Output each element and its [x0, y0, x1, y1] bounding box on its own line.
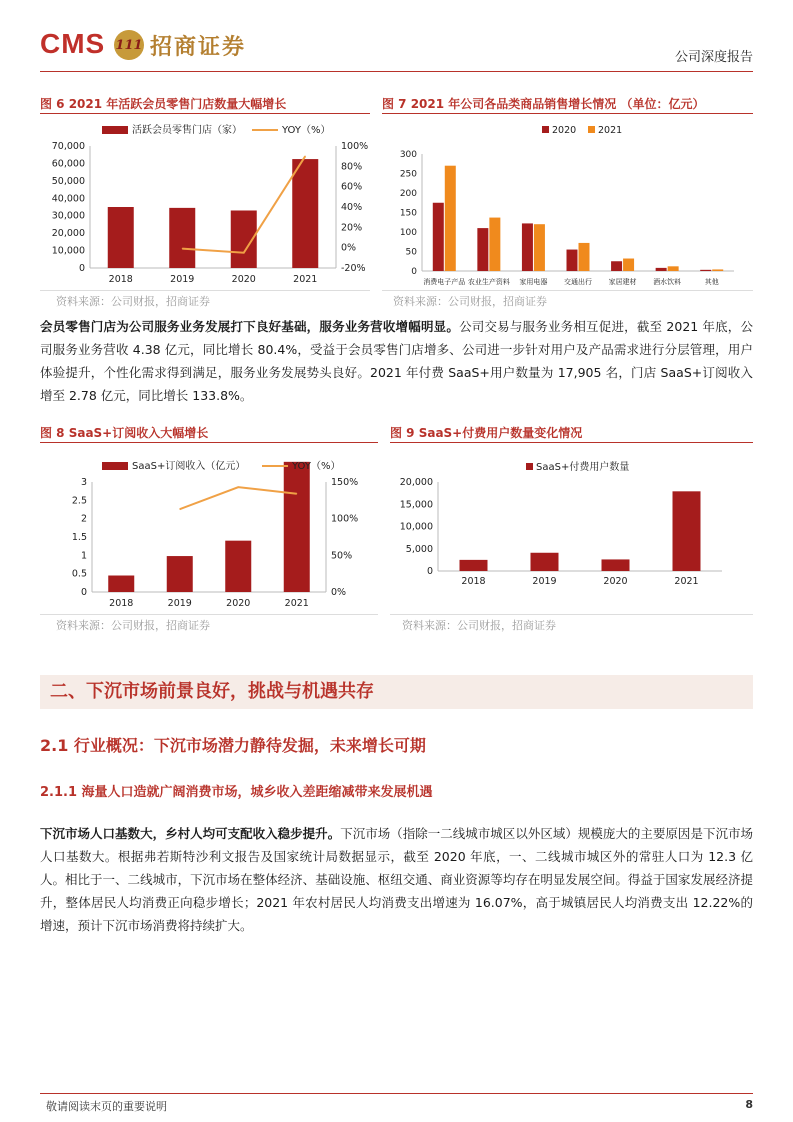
footer-note: 敬请阅读末页的重要说明 — [46, 1100, 167, 1113]
fig6-ytick-left: 40,000 — [51, 193, 85, 205]
fig9-ytick-left: 15,000 — [399, 499, 433, 511]
fig7-ytick-left: 200 — [399, 189, 417, 199]
fig8-xtick: 2021 — [284, 598, 309, 609]
fig7-xtick: 消费电子产品 — [423, 278, 466, 286]
fig6-ytick-right: -20% — [341, 263, 366, 274]
footer-rule — [40, 1093, 753, 1094]
fig8-ytick-left: 1 — [80, 550, 87, 562]
fig8-bar — [108, 576, 134, 593]
fig6-source: 资料来源：公司财报，招商证券 — [56, 295, 210, 308]
fig9-xtick: 2021 — [674, 576, 699, 587]
fig8-chart — [40, 448, 378, 614]
fig8-yoy-point — [238, 487, 239, 488]
paragraph-1 — [40, 315, 753, 407]
fig7-bar — [433, 203, 444, 271]
logo-cn: 招商证券 — [150, 34, 247, 60]
fig6-ytick-right: 80% — [341, 161, 363, 173]
fig8-bar — [284, 462, 310, 592]
paragraph-1-lead: 会员零售门店为公司服务业务发展打下良好基础，服务业务营收增幅明显。 — [40, 319, 460, 334]
fig7-legend-swatch — [542, 126, 549, 133]
paragraph-2 — [40, 822, 753, 937]
fig7-bar — [522, 223, 533, 271]
fig9-bottom-rule — [390, 614, 753, 615]
fig6-ytick-left: 0 — [78, 263, 85, 274]
fig9-title-rule — [390, 442, 753, 443]
fig6-yoy-point — [243, 252, 244, 253]
fig6-ytick-right: 40% — [341, 202, 363, 213]
fig7-ytick-left: 50 — [405, 247, 417, 258]
fig9-ytick-left: 20,000 — [399, 477, 433, 488]
fig7-ytick-left: 250 — [399, 169, 417, 180]
fig7-ytick-left: 0 — [411, 267, 417, 277]
fig6-yoy-point — [305, 156, 306, 157]
fig7-bar — [700, 270, 711, 271]
fig9-ytick-left: 5,000 — [405, 543, 433, 555]
fig9-legend-swatch — [526, 463, 533, 470]
fig8-legend-label-bar: SaaS+订阅收入（亿元） — [132, 461, 246, 472]
fig7-bar — [579, 243, 590, 271]
fig6-bar — [169, 208, 195, 268]
fig9-xtick: 2018 — [461, 576, 486, 587]
fig7-xtick: 酒水饮料 — [653, 278, 682, 286]
fig7-title-rule — [382, 113, 753, 114]
fig7-ytick-left: 150 — [399, 208, 417, 219]
fig7-xtick: 家居建材 — [608, 278, 637, 286]
fig7-bar — [712, 269, 723, 271]
fig8-source: 资料来源：公司财报，招商证券 — [56, 619, 210, 632]
section-heading-3: 2.1.1 海量人口造就广阔消费市场，城乡收入差距缩减带来发展机遇 — [40, 785, 433, 800]
fig6-ytick-right: 60% — [341, 181, 363, 193]
fig8-ytick-right: 0% — [331, 587, 347, 598]
paragraph-2-lead: 下沉市场人口基数大，乡村人均可支配收入稳步提升。 — [40, 826, 341, 841]
fig7-chart — [382, 118, 753, 290]
fig6-bar — [108, 207, 134, 268]
fig7-legend-label: 2021 — [598, 125, 623, 136]
logo-cms: CMS — [40, 28, 106, 59]
fig8-ytick-right: 50% — [331, 550, 353, 562]
fig6-ytick-left: 10,000 — [51, 245, 85, 257]
fig7-bar — [668, 266, 679, 271]
fig9-xtick: 2019 — [532, 576, 557, 587]
fig8-ytick-left: 0 — [80, 587, 87, 598]
section-heading-2: 2.1 行业概况：下沉市场潜力静待发掘，未来增长可期 — [40, 736, 426, 755]
fig8-bar — [167, 556, 193, 592]
fig8-yoy-line — [180, 487, 297, 509]
fig6-ytick-left: 20,000 — [51, 228, 85, 240]
fig8-ytick-left: 0.5 — [71, 568, 87, 580]
fig8-bottom-rule — [40, 614, 378, 615]
fig7-bar — [477, 228, 488, 271]
fig9-chart — [390, 448, 753, 614]
fig8-yoy-point — [296, 493, 297, 494]
fig8-legend-label-line: YOY（%） — [292, 461, 341, 472]
fig9-xtick: 2020 — [603, 576, 628, 587]
fig7-xtick: 农业生产资料 — [467, 278, 510, 286]
fig8-yoy-point — [179, 509, 180, 510]
header-rule — [40, 71, 753, 72]
fig6-xtick: 2018 — [108, 274, 133, 285]
fig6-xtick: 2021 — [293, 274, 318, 285]
paragraph-2-body: 下沉市场（指除一二线城市城区以外区域）规模庞大的主要原因是下沉市场人口基数大。根据弗若斯特沙利文报告及国家统计局数据显示，截至 2020 年底，一、二线城市城区外的常驻人口为 12.3 亿人。相比于一、二线城市，下沉市场在整体经济、基础设施、枢纽交通、商业资源等均存在明显发展空间。得益于国家发展经济提升，整体居民人均消费正向稳步增长；2021 年农村居民人均消费支出增速为 16.07%，高于城镇居民人均消费支出 12.22%的增速，预计下沉市场消费将持续扩大。 — [40, 826, 753, 933]
fig6-legend-label-line: YOY（%） — [282, 125, 331, 136]
page-number: 8 — [745, 1098, 753, 1111]
fig8-ytick-right: 100% — [331, 513, 359, 525]
section-heading-1: 二、下沉市场前景良好，挑战与机遇共存 — [40, 675, 753, 709]
fig7-bar — [623, 259, 634, 271]
fig6-xtick: 2020 — [231, 274, 256, 285]
fig7-bar — [445, 166, 456, 271]
fig6-legend-label-bar: 活跃会员零售门店（家） — [132, 125, 242, 136]
header — [40, 22, 753, 72]
fig6-legend-swatch-bar — [102, 126, 128, 134]
fig8-ytick-right: 150% — [331, 477, 359, 488]
fig9-title: 图 9 SaaS+付费用户数量变化情况 — [390, 426, 583, 440]
paragraph-1-body: 公司交易与服务业务相互促进，截至 2021 年底，公司服务业务营收 4.38 亿元，同比增长 80.4%，受益于会员零售门店增多、公司进一步针对用户及产品需求进行分层管理，用户体验提升，个性化需求得到满足，服务业务发展势头良好。2021 年付费 SaaS+用户数量为 17,905 名，门店 SaaS+订阅收入增至 2.78 亿元，同比增长 133.8%。 — [40, 319, 753, 403]
fig6-yoy-point — [182, 248, 183, 249]
fig7-source: 资料来源：公司财报，招商证券 — [393, 295, 547, 308]
fig8-ytick-left: 3 — [80, 477, 87, 488]
fig6-title: 图 6 2021 年活跃会员零售门店数量大幅增长 — [40, 97, 287, 111]
fig9-bar — [460, 560, 488, 571]
fig7-bottom-rule — [382, 290, 753, 291]
fig7-title: 图 7 2021 年公司各品类商品销售增长情况 （单位：亿元） — [382, 97, 705, 111]
fig8-xtick: 2020 — [226, 598, 251, 609]
fig6-xtick: 2019 — [170, 274, 195, 285]
fig9-ytick-left: 10,000 — [399, 521, 433, 533]
fig8-ytick-left: 2.5 — [71, 495, 87, 507]
fig7-xtick: 交通出行 — [564, 278, 592, 286]
fig6-ytick-left: 60,000 — [51, 158, 85, 170]
fig7-legend-swatch — [588, 126, 595, 133]
fig6-ytick-right: 100% — [341, 141, 369, 152]
fig8-xtick: 2019 — [167, 598, 192, 609]
fig7-legend-label: 2020 — [552, 125, 577, 136]
fig6-ytick-left: 50,000 — [51, 175, 85, 187]
fig7-bar — [567, 250, 578, 271]
fig9-bar — [673, 491, 701, 571]
fig9-source: 资料来源：公司财报，招商证券 — [402, 619, 556, 632]
fig7-bar — [534, 224, 545, 271]
fig9-bar — [602, 559, 630, 571]
fig6-ytick-right: 20% — [341, 222, 363, 234]
fig6-ytick-left: 30,000 — [51, 210, 85, 222]
fig9-bar — [531, 553, 559, 571]
fig9-legend-label: SaaS+付费用户数量 — [536, 462, 630, 473]
fig6-bar — [292, 159, 318, 268]
fig7-bar — [656, 268, 667, 271]
fig7-xtick: 其他 — [704, 278, 719, 286]
fig7-bar — [489, 218, 500, 271]
fig6-chart — [40, 118, 370, 290]
fig7-ytick-left: 300 — [399, 150, 417, 160]
fig6-ytick-right: 0% — [341, 242, 357, 254]
fig8-legend-swatch-bar — [102, 462, 128, 470]
fig6-ytick-left: 70,000 — [51, 141, 85, 152]
fig7-ytick-left: 100 — [399, 228, 417, 238]
fig7-bar — [611, 261, 622, 271]
logo-badge-icon: 111 — [114, 30, 144, 60]
fig8-title-rule — [40, 442, 378, 443]
fig7-xtick: 家用电器 — [519, 278, 548, 286]
fig8-xtick: 2018 — [109, 598, 134, 609]
fig8-ytick-left: 2 — [80, 513, 87, 525]
fig8-ytick-left: 1.5 — [71, 532, 87, 543]
fig6-title-rule — [40, 113, 370, 114]
fig8-bar — [225, 541, 251, 592]
fig6-bottom-rule — [40, 290, 370, 291]
fig8-title: 图 8 SaaS+订阅收入大幅增长 — [40, 426, 209, 440]
report-type: 公司深度报告 — [674, 50, 753, 65]
fig9-ytick-left: 0 — [426, 566, 433, 577]
